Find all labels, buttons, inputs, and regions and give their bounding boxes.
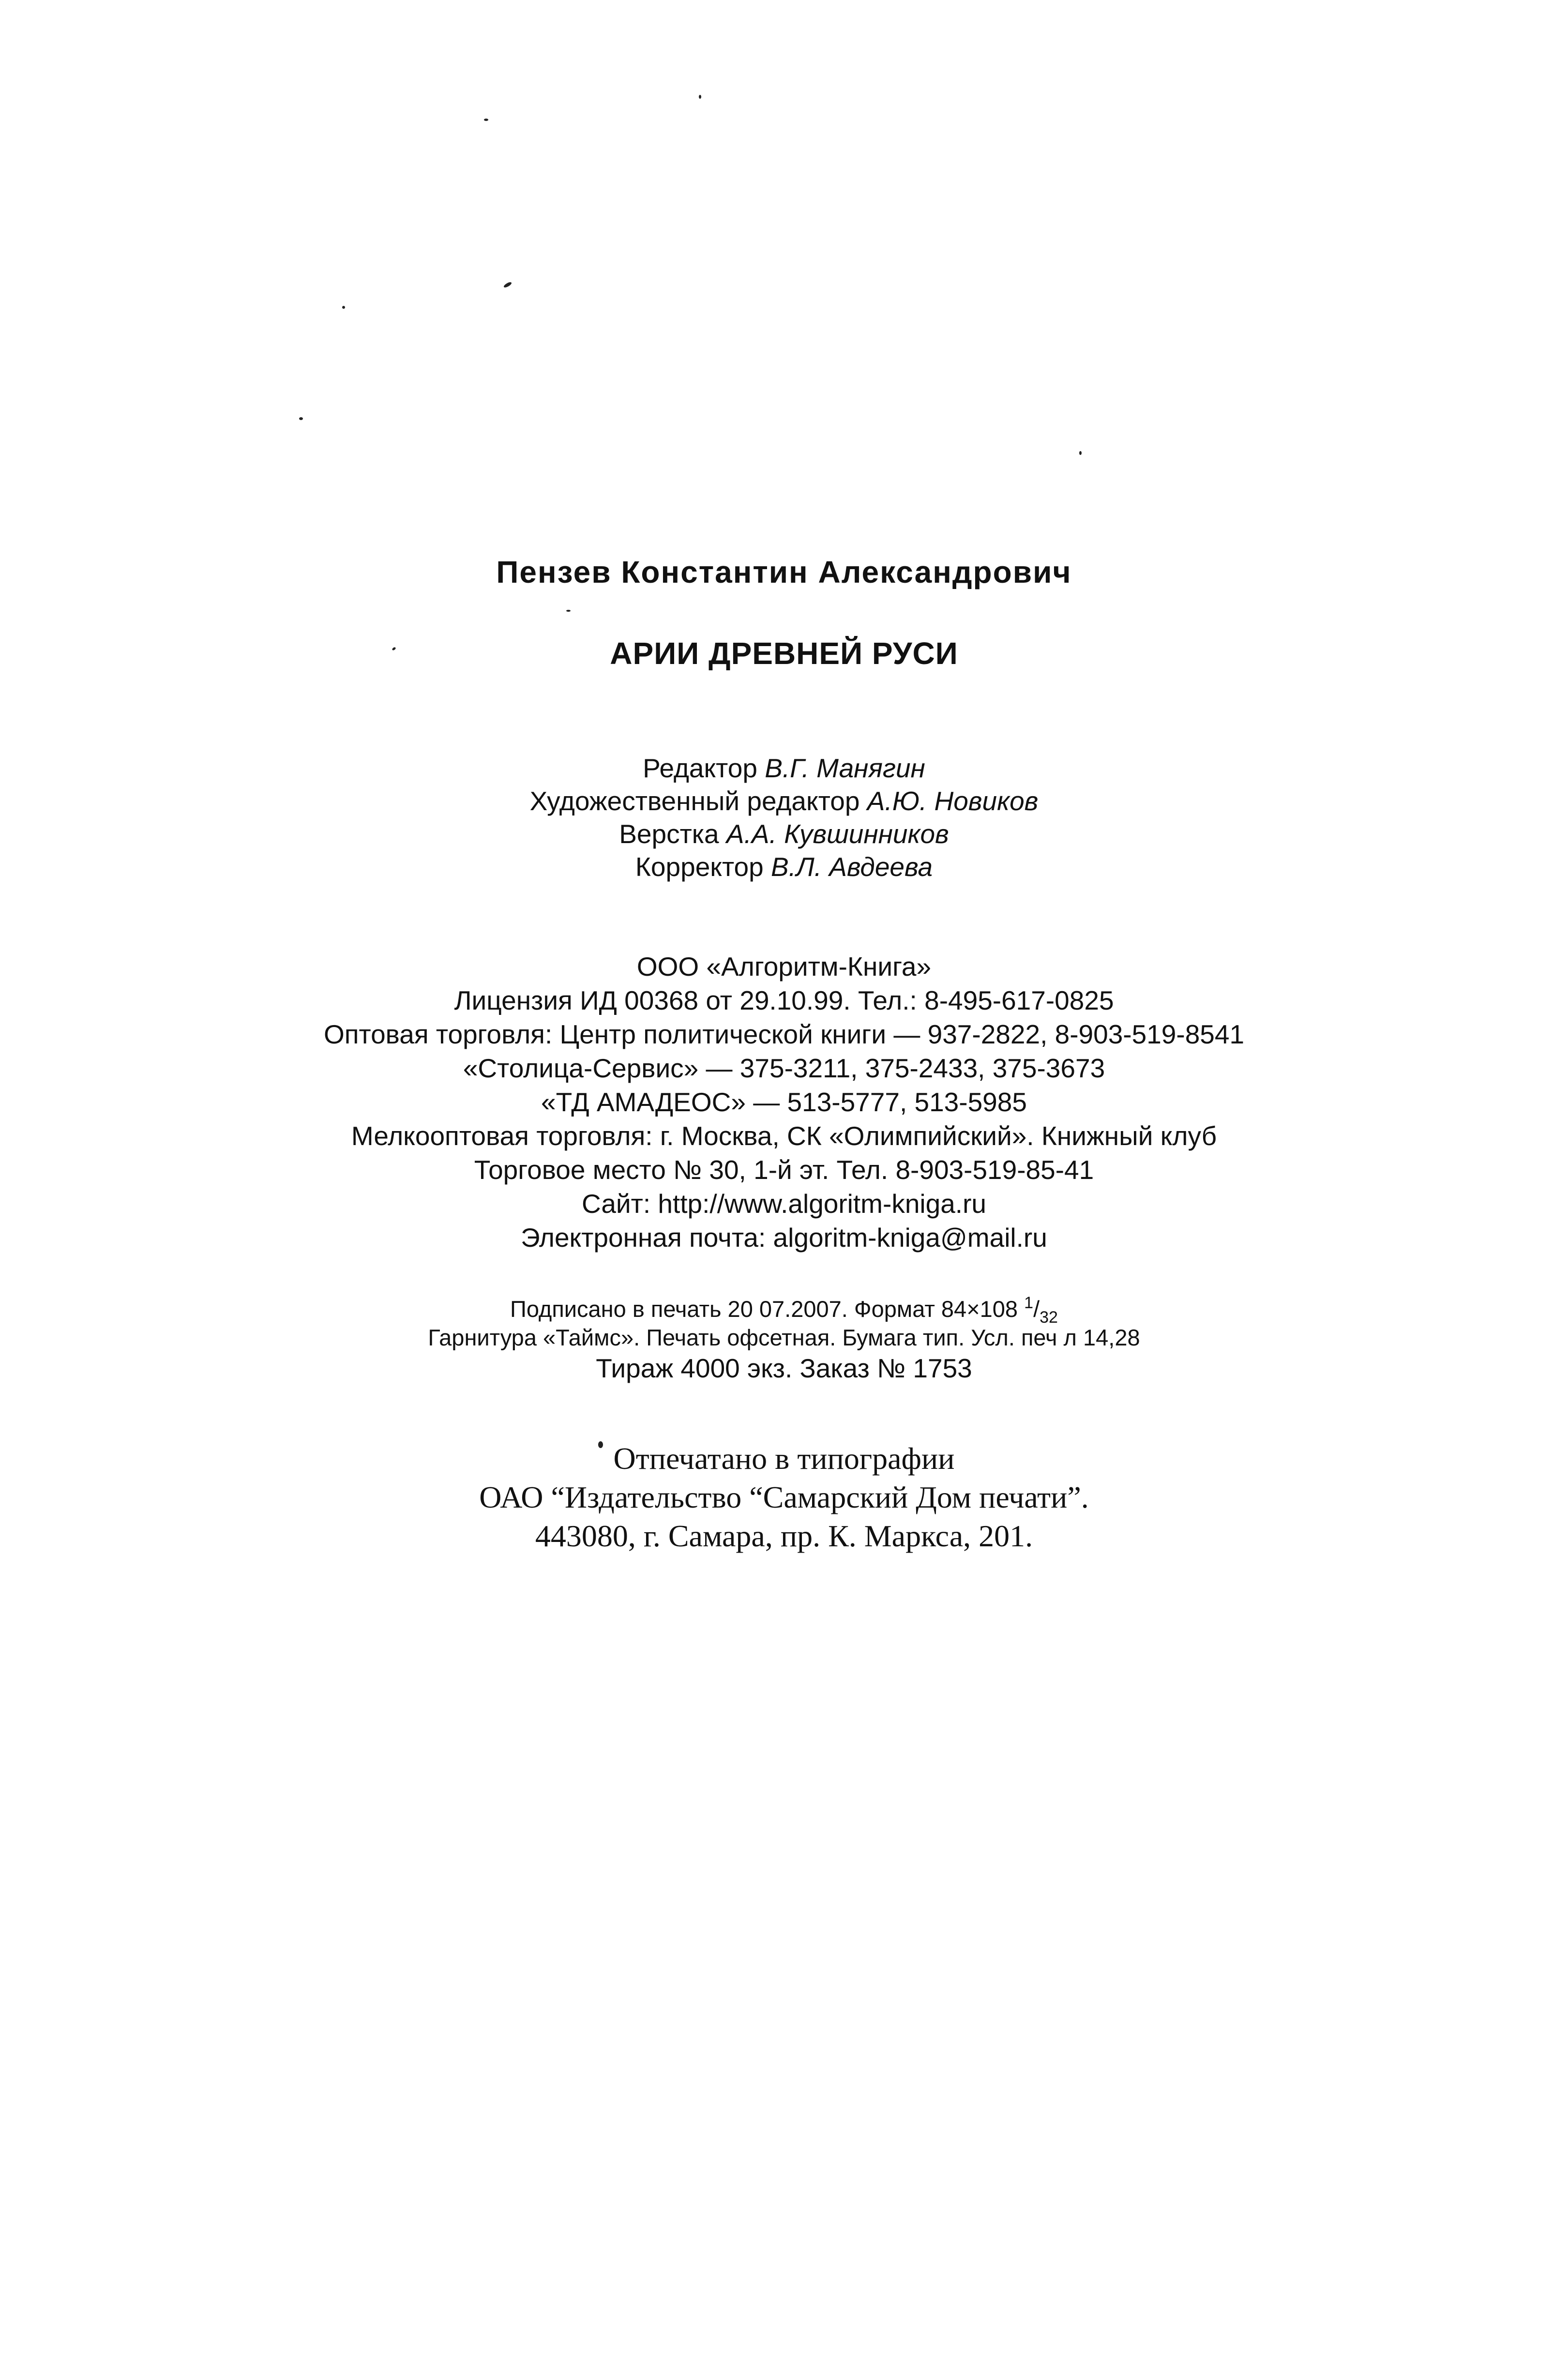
scan-speck <box>699 95 701 99</box>
credit-role: Художественный редактор <box>529 786 860 816</box>
printer-line-2: ОАО “Издательство “Самарский Дом печати”. <box>479 1480 1089 1514</box>
credit-role: Корректор <box>635 852 764 882</box>
publisher-email: Электронная почта: algoritm-kniga@mail.ru <box>521 1223 1047 1253</box>
book-title: АРИИ ДРЕВНЕЙ РУСИ <box>610 636 958 671</box>
publisher-amadeos: «ТД АМАДЕОС» — 513-5777, 513-5985 <box>541 1087 1027 1117</box>
credit-editor <box>0 755 1568 782</box>
print-run-line: Тираж 4000 экз. Заказ № 1753 <box>596 1353 972 1383</box>
scan-speck <box>503 281 512 288</box>
credit-role: Верстка <box>619 819 719 849</box>
credit-person: А.Ю. Новиков <box>867 786 1039 816</box>
publisher-stolitsa: «Столица-Сервис» — 375-3211, 375-2433, 375-3673 <box>463 1053 1105 1083</box>
credit-person: В.Г. Манягин <box>765 753 925 783</box>
publisher-name: ООО «Алгоритм-Книга» <box>636 951 932 982</box>
format-numerator: 1 <box>1024 1294 1034 1312</box>
publisher-small-wholesale: Мелкооптовая торговля: г. Москва, СК «Олимпийский». Книжный клуб <box>351 1121 1217 1151</box>
author-name: Пензев Константин Александрович <box>496 555 1072 589</box>
publisher-wholesale: Оптовая торговля: Центр политической книги — 937-2822, 8-903-519-8541 <box>323 1019 1245 1049</box>
print-signed-text: Подписано в печать 20 07.2007. Формат 84×108 <box>510 1296 1018 1322</box>
scan-speck <box>566 610 571 612</box>
credit-layout <box>0 821 1568 847</box>
format-denominator: 32 <box>1040 1308 1058 1327</box>
credit-proofreader <box>0 854 1568 880</box>
credit-role: Редактор <box>643 753 757 783</box>
credit-person: А.А. Кувшинников <box>726 819 949 849</box>
print-signed-line: Подписано в печать 20 07.2007. Формат 84×108 $^1/_{32}$ <box>510 1294 1058 1327</box>
credit-person: В.Л. Авдеева <box>771 852 933 882</box>
scan-speck <box>484 119 488 121</box>
printer-bullet <box>598 1441 603 1448</box>
scan-speck <box>299 417 303 420</box>
printer-line-1: Отпечатано в типографии <box>613 1441 955 1476</box>
scan-speck <box>1079 451 1082 455</box>
printer-line-3: 443080, г. Самара, пр. К. Маркса, 201. <box>535 1519 1033 1553</box>
scan-speck <box>342 306 345 309</box>
print-typeface-line: Гарнитура «Таймс». Печать офсетная. Бумага тип. Усл. печ л 14,28 <box>428 1325 1140 1350</box>
publisher-website: Сайт: http://www.algoritm-kniga.ru <box>582 1189 986 1219</box>
publisher-license: Лицензия ИД 00368 от 29.10.99. Тел.: 8-495-617-0825 <box>454 985 1114 1015</box>
credit-art-editor <box>0 788 1568 815</box>
publisher-trade-place: Торговое место № 30, 1-й эт. Тел. 8-903-519-85-41 <box>474 1155 1094 1185</box>
